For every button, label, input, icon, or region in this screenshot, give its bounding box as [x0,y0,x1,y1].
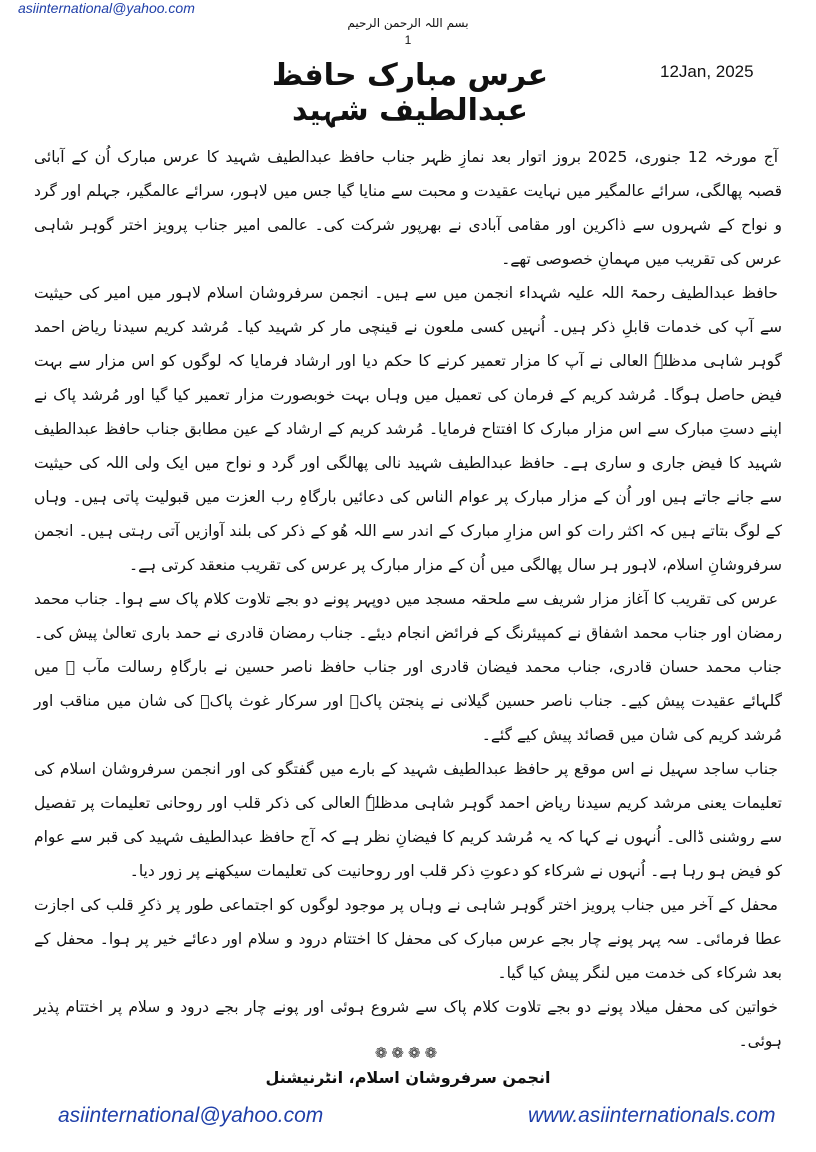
organization-name: انجمن سرفروشان اسلام، انٹرنیشنل [265,1068,551,1087]
paragraph-women-gathering: خواتین کی محفل میلاد پونے دو بجے تلاوت کلام پاک سے شروع ہوئی اور پونے چار بجے درود و سلام پر اختتام پذیر ہوئی۔ [34,998,782,1050]
header-email-link[interactable]: asiinternational@yahoo.com [18,0,195,16]
footer-website-link[interactable]: www.asiinternationals.com [528,1104,776,1127]
footer-email-link[interactable]: asiinternational@yahoo.com [58,1104,324,1127]
paragraph-ceremony: عرس کی تقریب کا آغاز مزار شریف سے ملحقہ مسجد میں دوپہر پونے دو بجے تلاوت کلام پاک سے ہوا۔ جناب محمد رمضان اور جناب محمد اشفاق نے کمپیئرنگ کے فرائض انجام دیئے۔ جناب رمضان قادری نے حمد باری تعالیٰ پیش کی۔ جناب محمد حسان قادری، جناب محمد فیضان قادری اور جناب حافظ ناصر حسین نے بارگاہِ رسالت مآب ﷺ میں گلہائے عقیدت پیش کیے۔ جناب ناصر حسین گیلانی نے پنجتن پاکؑ اور سرکار غوث پاکؒ کی شان میں مناقب اور مُرشد کریم کی شان میں قصائد پیش کیے گئے۔ [34,590,782,744]
flower-ornament-icon: ❁❁❁❁ [374,1044,442,1062]
paragraph-intro: آج مورخہ 12 جنوری، 2025 بروز اتوار بعد نمازِ ظہر جناب حافظ عبدالطیف شہید کا عرس مبارک اُن کے آبائی قصبہ پھالگی، سرائے عالمگیر میں نہایت عقیدت و محبت سے منایا گیا جس میں لاہور، سرائے عالمگیر، جہلم اور گرد و نواح کے شہروں سے ذاکرین اور مقامی آبادی نے بھرپور شرکت کی۔ عالمی امیر جناب پرویز اختر گوہر شاہی عرس کی تقریب میں مہمانِ خصوصی تھے۔ [34,148,782,268]
bismillah-text: بسم اللہ الرحمن الرحیم [347,16,469,30]
paragraph-speech: جناب ساجد سہیل نے اس موقع پر حافظ عبدالطیف شہید کے بارے میں گفتگو کی اور انجمن سرفروشان اسلام کی تعلیمات یعنی مرشد کریم سیدنا ریاض احمد گوہر شاہی مدظلہٗ العالی کی ذکر قلب اور روحانی تعلیمات پر تفصیل سے روشنی ڈالی۔ اُنہوں نے کہا کہ یہ مُرشد کریم کا فیضانِ نظر ہے کہ آج حافظ عبدالطیف شہید کی قبر سے عوام کو فیض ہو رہا ہے۔ اُنہوں نے شرکاء کو دعوتِ ذکر قلب اور روحانیت کی تعلیمات سیکھنے پر زور دیا۔ [34,760,782,880]
paragraph-closing: محفل کے آخر میں جناب پرویز اختر گوہر شاہی نے وہاں پر موجود لوگوں کو اجتماعی طور پر ذکرِ قلب کی اجازت عطا فرمائی۔ سہ پہر پونے چار بجے عرس مبارک کی محفل کا اختتام درود و سلام اور دعائے خیر پر ہوا۔ محفل کے بعد شرکاء کی خدمت میں لنگر پیش کیا گیا۔ [34,896,782,982]
page-number: 1 [404,33,412,47]
paragraph-shrine: حافظ عبدالطیف رحمۃ اللہ علیہ شہداء انجمن میں سے ہیں۔ انجمن سرفروشان اسلام لاہور میں امیر کی حیثیت سے آپ کی خدمات قابلِ ذکر ہیں۔ اُنہیں کسی ملعون نے قینچی مار کر شہید کیا۔ مُرشد کریم سیدنا ریاض احمد گوہر شاہی مدظلہٗ العالی نے آپ کا مزار تعمیر کرنے کا حکم دیا اور ارشاد فرمایا کہ لوگوں کو اس مزار سے بہت فیض حاصل ہوگا۔ مُرشد کریم کے فرمان کی تعمیل میں وہاں بہت خوبصورت مزار تعمیر کیا گیا اور مُرشد پاک نے اپنے دستِ مبارک سے اس مزار مبارک کا افتتاح فرمایا۔ مُرشد کریم کے ارشاد کے عین مطابق جناب حافظ عبدالطیف شہید کا فیض جاری و ساری ہے۔ حافظ عبدالطیف شہید نالی پھالگی اور گرد و نواح میں ایک ولی اللہ کی حیثیت سے جانے جاتے ہیں اور اُن کے مزار مبارک پر عوام الناس کی دعائیں بارگاہِ رب العزت میں قبولیت پاتی ہیں۔ وہاں کے لوگ بتاتے ہیں کہ اکثر رات کو اس مزارِ مبارک کے اندر سے اللہ ھُو کے ذکر کی بلند آوازیں آتی رہتی ہیں۔ انجمن سرفروشانِ اسلام، لاہور ہر سال پھالگی میں اُن کے مزار مبارک پر عرس کی تقریب منعقد کرتی ہے۔ [34,284,782,574]
date-label: 12Jan, 2025 [660,62,754,81]
article-body [34,140,782,1058]
page-title: عرس مبارک حافظ عبدالطیف شہید [271,58,549,128]
